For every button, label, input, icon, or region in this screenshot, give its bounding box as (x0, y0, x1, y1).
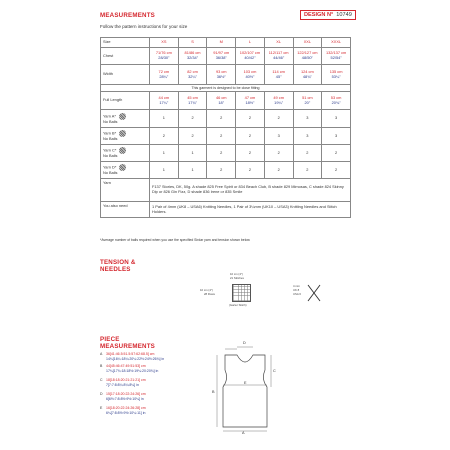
yarn-c-value: 1 (150, 145, 179, 162)
width-in: 48¾" (302, 73, 312, 79)
chest-cm: 71/76 cm (155, 50, 172, 56)
yarn-ball-icon (119, 113, 126, 120)
chest-in: 48/50" (301, 55, 313, 60)
yarn-d-value: 2 (207, 162, 236, 179)
chest-label: Chest (101, 48, 150, 65)
also-need-label: You also need (101, 202, 150, 218)
balls-label: No Balls (103, 118, 118, 124)
size-label: Size (101, 38, 150, 48)
yarn-name: Yarn C* (103, 147, 117, 153)
piece-in: 6[6½:7:8:8½:9½:10¼] in (106, 396, 144, 401)
needles-diagram (293, 283, 320, 303)
chest-cell (178, 48, 207, 65)
yarn-b-value: 2 (236, 128, 265, 145)
piece-row-c (100, 378, 146, 387)
tension-title (100, 259, 136, 273)
length-in: 17¼" (159, 99, 169, 105)
diagram-label-b: B (212, 390, 215, 394)
chest-cell (207, 48, 236, 65)
length-in: 18" (218, 99, 225, 105)
chest-cm: 102/107 cm (239, 50, 261, 56)
yarn-d-value: 2 (293, 162, 322, 179)
chest-cm: 122/127 cm (297, 50, 318, 56)
tension-title-line1: TENSION & (100, 259, 136, 266)
width-cell (264, 65, 293, 85)
garment-diagram (205, 335, 285, 435)
length-cm: 45 cm (187, 94, 198, 100)
diagram-label-e: E (244, 381, 247, 385)
yarn-b-value: 3 (264, 128, 293, 145)
yarn-ball-icon (119, 164, 126, 171)
needle-size: 4 mm (293, 284, 300, 288)
yarn-ball-icon (119, 147, 126, 154)
tension-rows: 28 Rows (204, 292, 215, 296)
yarn-d-value: 1 (150, 162, 179, 179)
length-cell (150, 92, 179, 110)
width-cell (207, 65, 236, 85)
piece-key: A (100, 352, 103, 356)
piece-key: B (100, 364, 103, 368)
chest-cm: 112/117 cm (268, 50, 289, 56)
tension-diagram (196, 272, 256, 316)
yarn-name: Yarn B* (103, 130, 117, 136)
size-l: L (236, 38, 265, 48)
yarn-d-value: 2 (322, 162, 351, 179)
width-in: 40½" (245, 73, 255, 79)
length-label: Full Length (101, 92, 150, 110)
length-in: 19¼" (274, 99, 284, 105)
piece-cm: 44[45:46:47:49:51:53] cm (106, 364, 146, 368)
diagram-label-a: A (242, 431, 245, 435)
tension-side-label: 10 cm (4") (200, 288, 213, 292)
diagram-label-c: C (273, 369, 276, 373)
balls-label: No Balls (103, 153, 118, 159)
chest-in: 44/46" (273, 55, 285, 60)
width-cell (236, 65, 265, 85)
yarn-b-row (101, 128, 351, 145)
needle-us: USA 6 (293, 292, 301, 296)
yarn-d-row (101, 162, 351, 179)
yarn-a-label (101, 110, 150, 128)
yarn-a-value: 3 (293, 110, 322, 128)
piece-in: 6¼[7:8:8½:9½:10¼:11] in (106, 410, 146, 415)
width-cell (150, 65, 179, 85)
yarn-a-value: 2 (207, 110, 236, 128)
measurement-table (100, 37, 351, 218)
length-cm: 51 cm (302, 94, 313, 100)
design-badge (300, 10, 356, 20)
size-m: M (207, 38, 236, 48)
piece-cm: 36[41:46.5:51.5:57:62:68.5] cm (106, 352, 155, 356)
follow-note: Follow the pattern instructions for your size (100, 24, 188, 29)
length-in: 18½" (245, 99, 255, 105)
needle-uk: UK 8 (293, 288, 300, 292)
chest-cm: 91/97 cm (213, 50, 230, 56)
piece-row-e (100, 406, 146, 415)
chest-cell (150, 48, 179, 65)
yarn-b-value: 2 (207, 128, 236, 145)
diagram-label-d: D (243, 341, 246, 345)
yarn-c-value: 2 (264, 145, 293, 162)
piece-title-line2: MEASUREMENTS (100, 343, 155, 350)
size-xl: XL (264, 38, 293, 48)
yarn-a-row (101, 110, 351, 128)
size-xxl: XXL (293, 38, 322, 48)
yarn-c-label (101, 145, 150, 162)
yarn-c-value: 1 (178, 145, 207, 162)
length-cell (236, 92, 265, 110)
chest-in: 28/30" (158, 55, 170, 60)
tension-grid (232, 284, 251, 302)
yarn-b-value: 2 (178, 128, 207, 145)
length-cell (264, 92, 293, 110)
length-cell (322, 92, 351, 110)
width-cm: 114 cm (272, 68, 285, 74)
width-in: 28¼" (159, 73, 169, 79)
length-in: 17¾" (188, 99, 198, 105)
yarn-c-value: 2 (322, 145, 351, 162)
piece-cm: 16[18:20:22:24:26:28] cm (106, 406, 146, 410)
chest-cm: 81/86 cm (184, 50, 201, 56)
chest-cell (236, 48, 265, 65)
yarn-d-label (101, 162, 150, 179)
balls-footnote: *Average number of balls required when you use the specified Sirdar yarn and tension shown below (100, 238, 250, 242)
length-cm: 49 cm (273, 94, 284, 100)
yarn-b-label (101, 128, 150, 145)
chest-cm: 132/137 cm (325, 50, 347, 56)
size-row (101, 38, 351, 48)
yarn-info-text: F137 Stories, DK, 50g. A shade 825 Free Spirit or 834 Beach Club, B shade 829 Mimosas, C shade 824 Skinny Dip or 826 Gin Fizz, D shade 836 Irene or 835 Smile (150, 179, 351, 202)
width-in: 36½" (216, 73, 226, 79)
yarn-ball-icon (119, 130, 126, 137)
piece-key: C (100, 378, 103, 382)
length-cm: 47 cm (244, 94, 256, 100)
chest-in: 32/34" (186, 55, 199, 60)
also-need-row (101, 202, 351, 218)
yarn-a-value: 2 (178, 110, 207, 128)
width-label: Width (101, 65, 150, 85)
piece-row-b (100, 364, 158, 373)
tension-title-line2: NEEDLES (100, 266, 131, 273)
yarn-c-row (101, 145, 351, 162)
garment-outline-icon (205, 335, 285, 435)
length-cm: 46 cm (215, 94, 227, 100)
chest-cell (264, 48, 293, 65)
length-cell (178, 92, 207, 110)
width-cm: 124 cm (300, 68, 314, 74)
piece-cm: 18[18:18:20:21:21:21] cm (106, 378, 146, 382)
yarn-a-value: 1 (150, 110, 179, 128)
size-xxxl: XXXL (322, 38, 351, 48)
length-cm: 53 cm (330, 94, 342, 100)
yarn-c-value: 2 (236, 145, 265, 162)
balls-label: No Balls (103, 136, 118, 142)
length-cell (207, 92, 236, 110)
length-cell (293, 92, 322, 110)
piece-in: 14¼[16¼:18¼:20¼:22½:24½:26¾] in (106, 356, 165, 361)
also-need-text: 1 Pair of 4mm (UK8 – USA6) Knitting Needles, 1 Pair of 3¼mm (UK10 – USA3) Knitting Needles and Stitch Holders. (150, 202, 351, 218)
width-cm: 93 cm (215, 68, 227, 74)
yarn-b-value: 2 (150, 128, 179, 145)
width-in: 32¼" (188, 73, 198, 79)
yarn-d-value: 2 (264, 162, 293, 179)
tension-top-label: 10 cm (4") (230, 272, 243, 276)
width-cm: 82 cm (187, 68, 198, 74)
width-cell (322, 65, 351, 85)
piece-title (100, 336, 155, 350)
yarn-c-value: 2 (207, 145, 236, 162)
tension-stitches: 21 Stitches (230, 276, 244, 280)
piece-key: D (100, 392, 103, 396)
width-in: 53¼" (331, 73, 341, 79)
yarn-info-row (101, 179, 351, 202)
length-in: 20¾" (331, 99, 341, 105)
design-number: 10749 (336, 12, 352, 18)
length-row (101, 92, 351, 110)
width-cell (178, 65, 207, 85)
piece-row-d (100, 392, 146, 401)
width-row (101, 65, 351, 85)
fit-row (101, 85, 351, 92)
length-cm: 44 cm (158, 94, 170, 100)
yarn-c-value: 2 (293, 145, 322, 162)
piece-row-a (100, 352, 164, 361)
balls-label: No Balls (103, 170, 118, 176)
width-cm: 72 cm (158, 68, 170, 74)
size-xs: XS (150, 38, 179, 48)
chest-row (101, 48, 351, 65)
piece-title-line1: PIECE (100, 336, 120, 343)
piece-in: 17¼[17¾:18:18½:19¼:20:20¾] in (106, 368, 159, 373)
chest-in: 52/54" (330, 55, 342, 60)
tension-garter: (Garter Stitch) (229, 303, 247, 307)
piece-cm: 15[17:18:20:22:24:26] cm (106, 392, 146, 396)
chest-cell (293, 48, 322, 65)
yarn-a-value: 3 (322, 110, 351, 128)
yarn-d-value: 1 (178, 162, 207, 179)
chest-in: 36/38" (215, 55, 227, 60)
length-in: 20" (304, 99, 311, 105)
yarn-name: Yarn A* (103, 113, 116, 119)
yarn-b-value: 3 (322, 128, 351, 145)
piece-in: 7[7:7:8:8¼:8¼:8¼] in (106, 382, 139, 387)
chest-in: 40/42" (244, 55, 256, 60)
yarn-b-value: 3 (293, 128, 322, 145)
width-cell (293, 65, 322, 85)
design-label: DESIGN N° (304, 12, 334, 18)
size-s: S (178, 38, 207, 48)
yarn-a-value: 2 (236, 110, 265, 128)
chest-cell (322, 48, 351, 65)
yarn-info-label: Yarn (101, 179, 150, 202)
measurements-title: MEASUREMENTS (100, 12, 155, 19)
piece-key: E (100, 406, 103, 410)
width-in: 45" (275, 73, 282, 79)
width-cm: 135 cm (329, 68, 343, 74)
yarn-name: Yarn D* (103, 164, 117, 170)
yarn-d-value: 2 (236, 162, 265, 179)
fit-note: This garment is designed to be close fitting (101, 85, 351, 92)
width-cm: 103 cm (243, 68, 257, 74)
yarn-a-value: 2 (264, 110, 293, 128)
crossed-needles-icon (306, 283, 326, 303)
